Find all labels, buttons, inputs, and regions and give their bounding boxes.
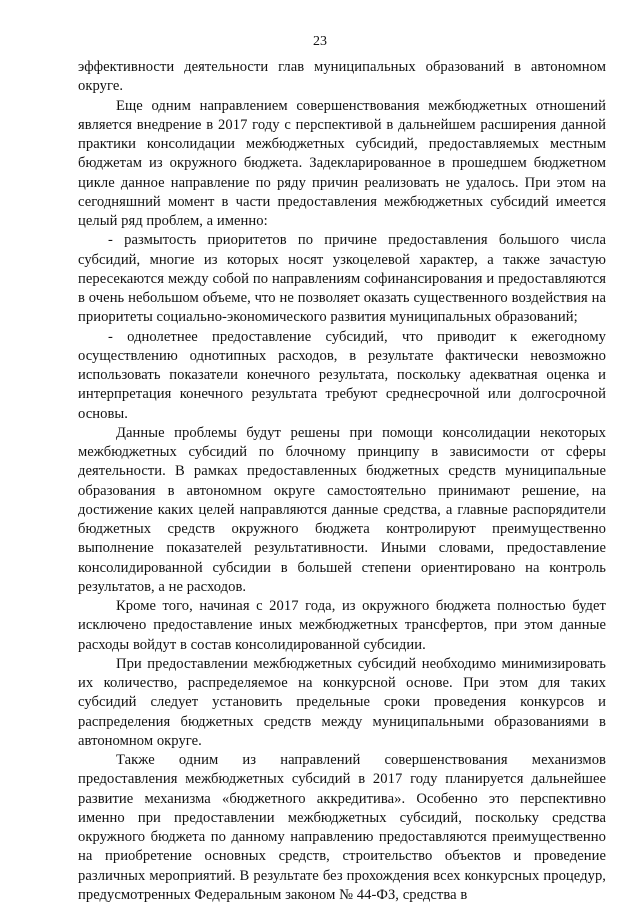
list-item-annual-subsidies: - однолетнее предоставление субсидий, что приводит к ежегодному осуществлению однотипных расходов, в результате фактически невозможно использовать показатели конечного результата, поскольку адекватная оценка и интерпретация конечного результата требуют среднесрочной или долгосрочной основы. <box>78 328 606 422</box>
list-item-priorities: - размытость приоритетов по причине предоставления большого числа субсидий, многие из которых носят узкоцелевой характер, а также зачастую пересекаются между собой по направлениям софинансирования и предоставляются в очень небольшом объеме, что не позволяет оказать существенного воздействия на приоритеты социально-экономического развития муниципальных образований; <box>78 232 606 326</box>
paragraph-transfers: Кроме того, начиная с 2017 года, из окружного бюджета полностью будет исключено предоставление иных межбюджетных трансфертов, при этом данные расходы войдут в состав консолидированной субсидии. <box>78 598 606 653</box>
paragraph-solution: Данные проблемы будут решены при помощи консолидации некоторых межбюджетных субсидий по блочному принципу в зависимости от сферы деятельности. В рамках предоставленных бюджетных средств муниципальные образования в автономном округе самостоятельно принимают решение, на достижение каких целей направляются данные средства, а главные распорядители бюджетных средств окружного бюджета контролируют преимущественно выполнение показателей результативности. Иными словами, предоставление консолидированной субсидии в большей степени ориентировано на контроль результатов, а не расходов. <box>78 424 606 595</box>
paragraph-intro: Еще одним направлением совершенствования межбюджетных отношений является внедрение в 2017 году с перспективой в дальнейшем расширения данной практики консолидации межбюджетных субсидий, предоставляемых местным бюджетам из окружного бюджета. Задекларированное в прошедшем бюджетном цикле данное направление по ряду причин реализовать не удалось. При этом на сегодняшний момент в части предоставления межбюджетных субсидий имеется целый ряд проблем, а именно: <box>78 97 606 229</box>
paragraph-accreditive: Также одним из направлений совершенствования механизмов предоставления межбюджетных субсидий в 2017 году планируется дальнейшее развитие механизма «бюджетного аккредитива». Особенно это перспективно именно при предоставлении межбюджетных субсидий, поскольку средства окружного бюджета по данному направлению предоставляются преимущественно на приобретение основных средств, строительство объектов и проведение различных мероприятий. В результате без прохождения всех конкурсных процедур, предусмотренных Федеральным законом № 44-ФЗ, средства в <box>78 752 606 903</box>
paragraph-competitive: При предоставлении межбюджетных субсидий необходимо минимизировать их количество, распределяемое на конкурсной основе. При этом для таких субсидий следует установить предельные сроки проведения конкурсов и распределения бюджетных средств между муниципальными образованиями в автономном округе. <box>78 655 606 749</box>
document-body <box>78 58 606 905</box>
page-number: 23 <box>313 34 327 49</box>
paragraph-continuation: эффективности деятельности глав муниципальных образований в автономном округе. <box>78 59 606 95</box>
